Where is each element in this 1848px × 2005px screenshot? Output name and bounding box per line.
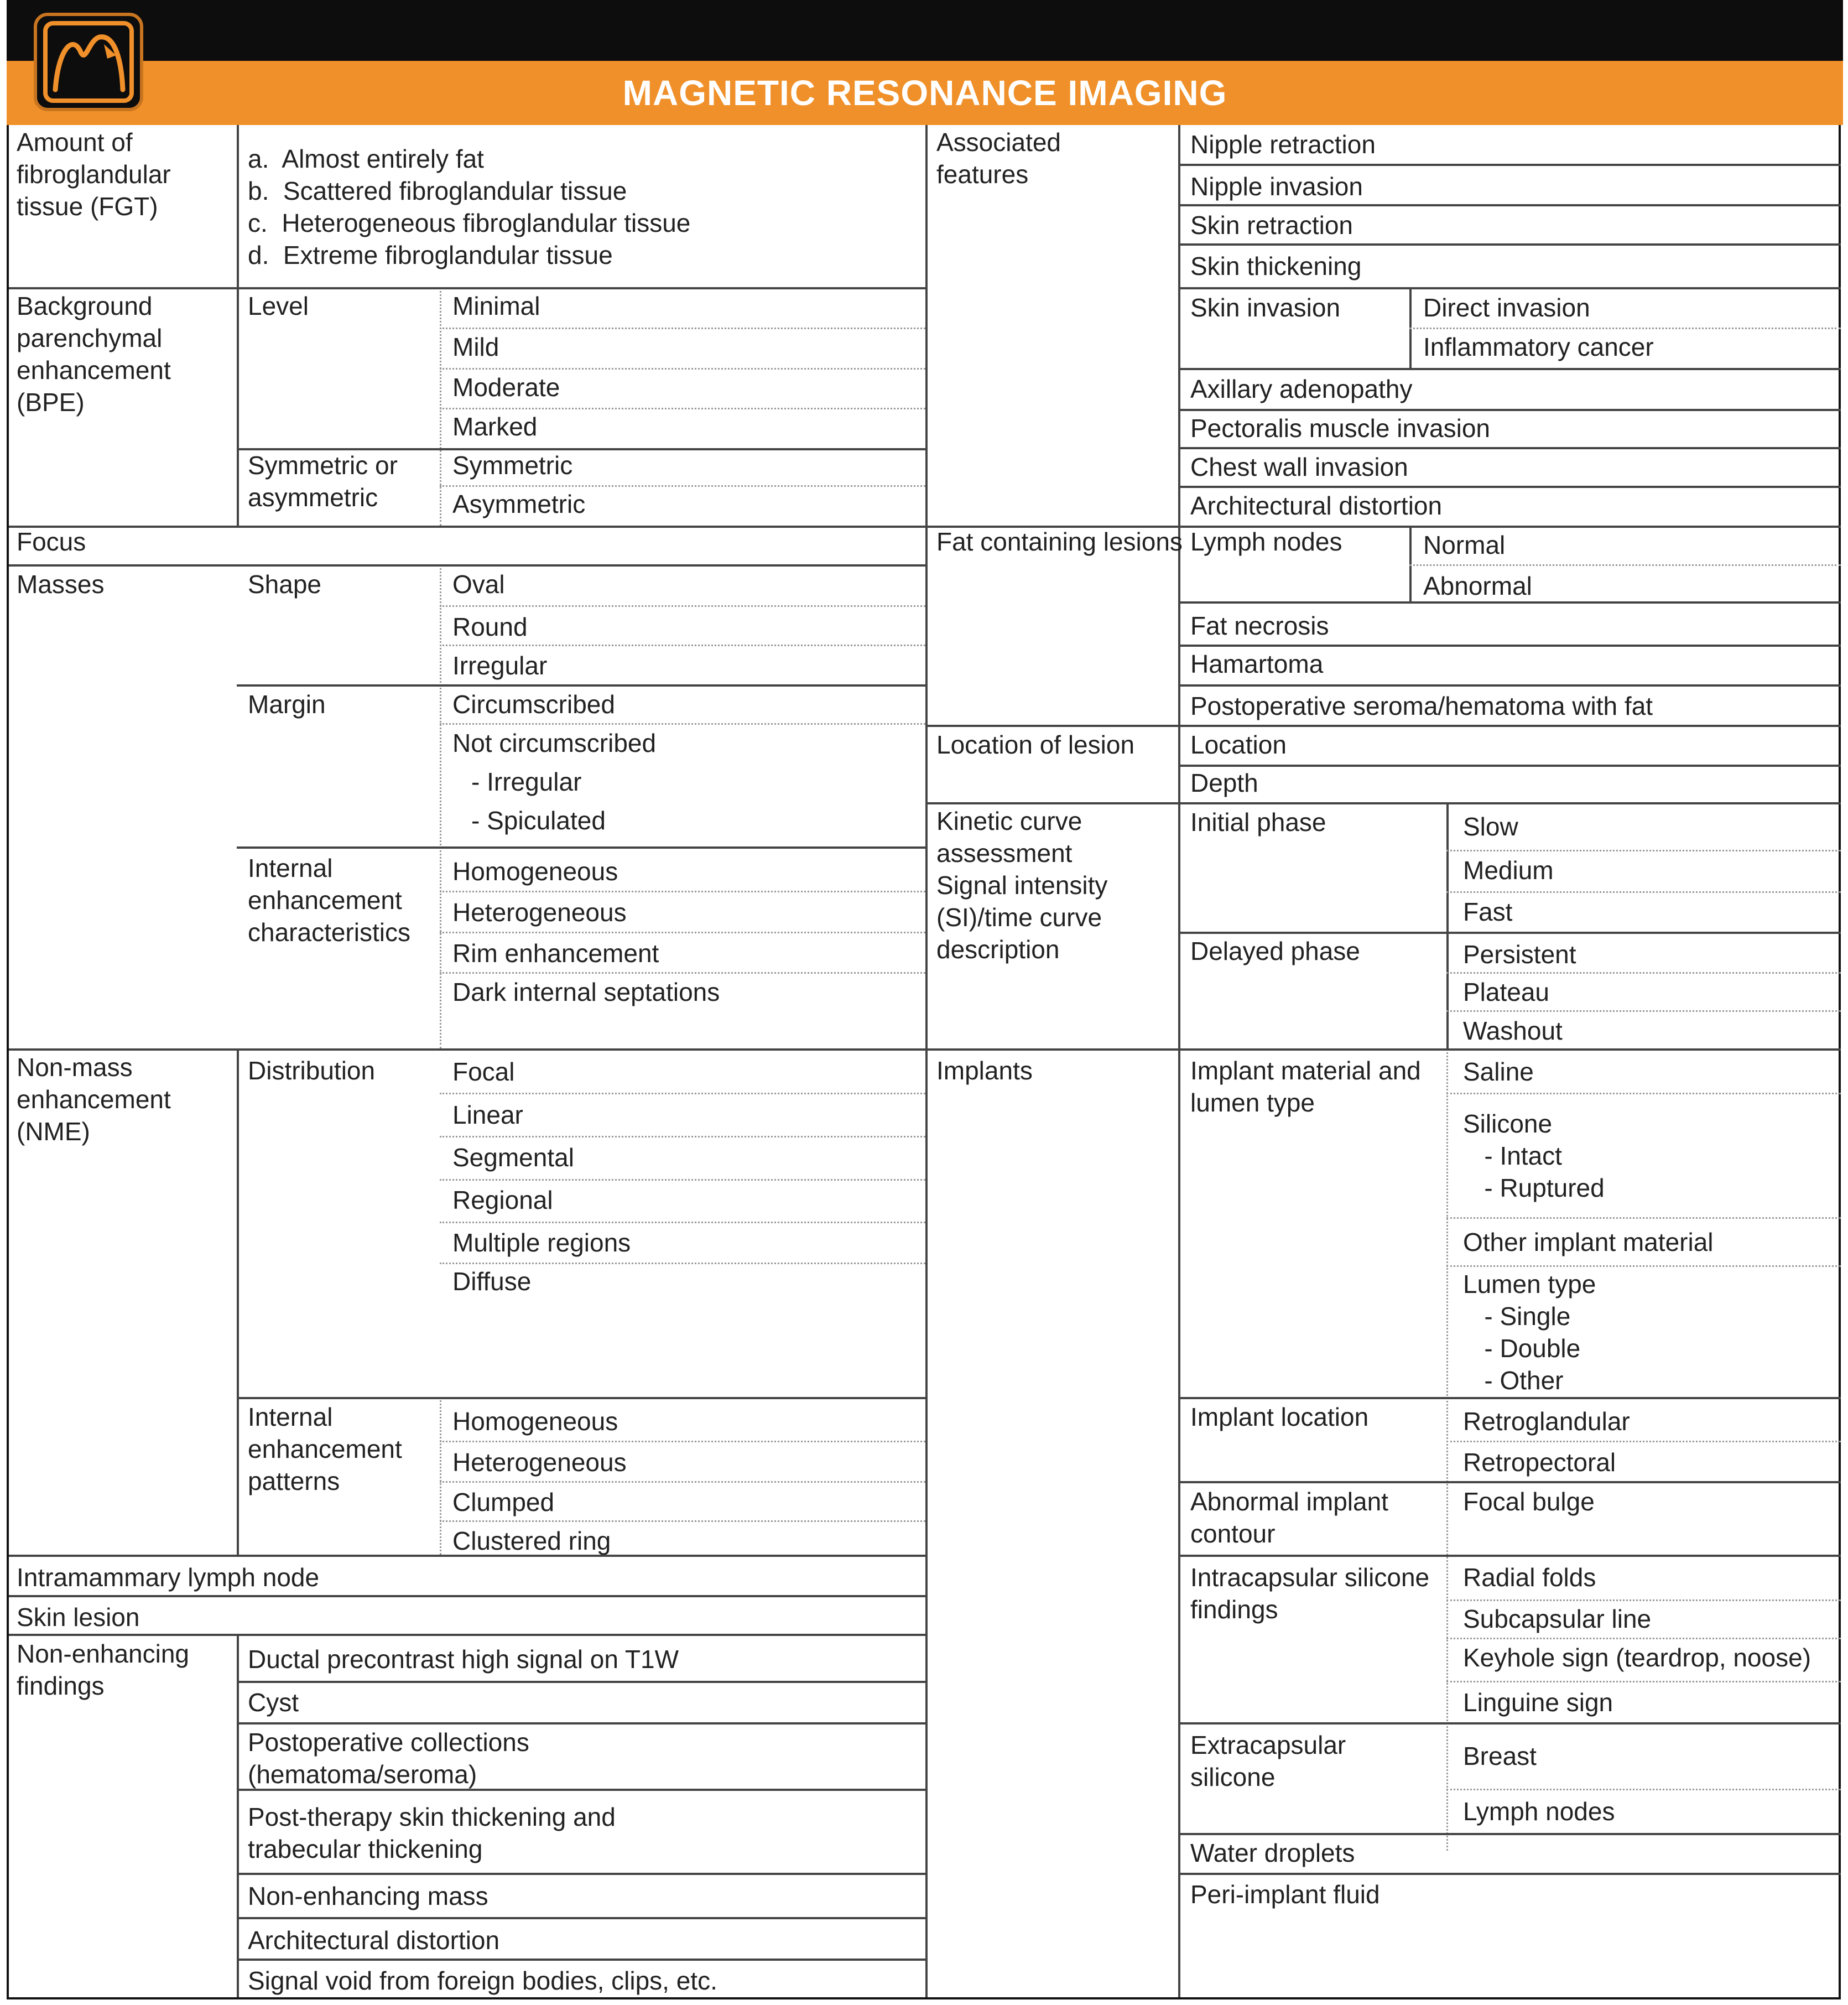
mass-margin-subitem: - Spiculated — [471, 806, 606, 835]
bpe-sym-item: Symmetric — [452, 451, 573, 480]
dotted-rule — [1446, 1441, 1841, 1442]
lymph-node-item: Normal — [1423, 531, 1506, 559]
dotted-rule — [1446, 1010, 1841, 1012]
non-enhancing-label: Non-enhancing findings — [17, 1639, 190, 1700]
intracapsular-finding: Linguine sign — [1463, 1688, 1613, 1717]
dotted-rule — [440, 723, 925, 725]
extracapsular-item: Lymph nodes — [1463, 1797, 1615, 1826]
dotted-rule — [440, 1263, 925, 1264]
row-rule — [9, 1595, 925, 1597]
masses-label: Masses — [17, 570, 105, 599]
nme-label: Non-mass enhancement (NME) — [17, 1053, 171, 1146]
column-rule — [237, 125, 239, 526]
dotted-rule — [1446, 1217, 1841, 1219]
intracapsular-finding: Keyhole sign (teardrop, noose) — [1463, 1643, 1811, 1672]
bpe-level-item: Marked — [452, 412, 538, 441]
associated-feature: Axillary adenopathy — [1190, 375, 1413, 403]
fgt-item: c. Heterogeneous fibroglandular tissue — [248, 209, 691, 237]
non-enhancing-item: Ductal precontrast high signal on T1W — [248, 1645, 679, 1674]
bpe-level-item: Moderate — [452, 373, 560, 402]
dotted-rule — [440, 485, 925, 487]
nme-distribution-item: Regional — [452, 1186, 553, 1214]
mass-iec-label: Internal enhancement characteristics — [248, 854, 410, 947]
bpe-level-item: Minimal — [452, 292, 540, 320]
row-rule — [9, 287, 925, 289]
fgt-item: a. Almost entirely fat — [248, 144, 484, 173]
delayed-phase-item: Plateau — [1463, 978, 1550, 1006]
nme-distribution-item: Diffuse — [452, 1267, 532, 1296]
dotted-rule — [1446, 1599, 1841, 1601]
mass-iec-item: Heterogeneous — [452, 898, 627, 927]
skin-invasion-item: Inflammatory cancer — [1423, 333, 1654, 361]
dotted-rule — [440, 645, 925, 646]
row-rule — [925, 725, 1841, 727]
fat-lesion-item: Fat necrosis — [1190, 611, 1329, 640]
implant-location-item: Retropectoral — [1463, 1448, 1616, 1477]
dotted-rule — [1409, 328, 1841, 329]
implant-location-label: Implant location — [1190, 1403, 1369, 1431]
dotted-rule — [1409, 564, 1841, 566]
dotted-rule — [440, 972, 925, 974]
dotted-rule — [1446, 972, 1841, 974]
mass-shape-item: Round — [452, 612, 528, 641]
non-enhancing-item: Signal void from foreign bodies, clips, etc. — [248, 1966, 717, 1995]
row-rule — [237, 1397, 925, 1399]
peri-implant-fluid: Peri-implant fluid — [1190, 1880, 1380, 1909]
associated-feature: Pectoralis muscle invasion — [1190, 414, 1491, 443]
top-black-bar — [7, 0, 1843, 61]
dotted-rule — [440, 1222, 925, 1223]
associated-feature: Skin thickening — [1190, 252, 1362, 281]
dotted-column-rule — [440, 564, 441, 1048]
associated-features-label: Associated features — [936, 128, 1061, 189]
row-rule — [9, 564, 925, 567]
initial-phase-label: Initial phase — [1190, 808, 1326, 837]
dotted-rule — [440, 328, 925, 329]
column-rule — [1178, 125, 1180, 1997]
dotted-rule — [440, 1520, 925, 1522]
dotted-rule — [440, 1093, 925, 1094]
dotted-rule — [440, 891, 925, 892]
row-rule — [237, 1722, 925, 1724]
nme-distribution-item: Linear — [452, 1100, 523, 1129]
mri-signal-curve-icon — [33, 12, 144, 112]
mass-iec-item: Rim enhancement — [452, 939, 659, 968]
water-droplets: Water droplets — [1190, 1838, 1355, 1867]
initial-phase-item: Slow — [1463, 812, 1518, 841]
row-rule — [9, 1555, 925, 1557]
column-rule — [237, 1048, 239, 1555]
mass-iec-item: Dark internal septations — [452, 978, 720, 1006]
extracapsular-silicone-label: Extracapsular silicone — [1190, 1731, 1346, 1791]
row-rule — [1178, 1481, 1841, 1483]
initial-phase-item: Fast — [1463, 897, 1513, 926]
row-rule — [1178, 447, 1841, 449]
implant-material-label: Implant material and lumen type — [1190, 1056, 1421, 1117]
bpe-sym-label: Symmetric or asymmetric — [248, 451, 398, 512]
dotted-rule — [440, 408, 925, 409]
location-item: Location — [1190, 730, 1287, 759]
row-rule — [1178, 287, 1841, 289]
row-rule — [9, 1634, 925, 1636]
dotted-rule — [440, 1136, 925, 1137]
dotted-rule — [1446, 891, 1841, 893]
implant-location-item: Retroglandular — [1463, 1407, 1630, 1436]
delayed-phase-item: Persistent — [1463, 940, 1576, 969]
row-rule — [1178, 1397, 1841, 1399]
dotted-rule — [1446, 1789, 1841, 1790]
row-rule — [1178, 765, 1841, 767]
nme-distribution-item: Segmental — [452, 1143, 574, 1172]
associated-feature: Chest wall invasion — [1190, 453, 1408, 481]
intracapsular-findings-label: Intracapsular silicone findings — [1190, 1563, 1430, 1624]
implant-lumen-type: Lumen type - Single - Double - Other — [1463, 1270, 1596, 1395]
intracapsular-finding: Radial folds — [1463, 1563, 1596, 1592]
dotted-rule — [1446, 1681, 1841, 1682]
dotted-rule — [440, 368, 925, 370]
mass-shape-item: Irregular — [452, 651, 548, 680]
implant-material-item: Other implant material — [1463, 1228, 1714, 1256]
bpe-label: Background parenchymal enhancement (BPE) — [17, 292, 171, 417]
lymph-nodes-label: Lymph nodes — [1190, 527, 1342, 556]
fat-containing-lesions-label: Fat containing lesions — [936, 527, 1183, 556]
row-rule — [1178, 1555, 1841, 1557]
skin-lesion: Skin lesion — [17, 1603, 140, 1632]
row-rule — [1178, 1833, 1841, 1835]
skin-invasion-label: Skin invasion — [1190, 293, 1341, 322]
implant-material-item: Silicone - Intact - Ruptured — [1463, 1109, 1605, 1202]
dotted-rule — [440, 932, 925, 933]
mass-iec-item: Homogeneous — [452, 857, 618, 886]
page-title: MAGNETIC RESONANCE IMAGING — [622, 73, 1227, 113]
row-rule — [237, 1959, 925, 1961]
row-rule — [1178, 486, 1841, 488]
fgt-item: b. Scattered fibroglandular tissue — [248, 176, 627, 205]
dotted-rule — [1446, 850, 1841, 851]
bpe-level-label: Level — [248, 292, 309, 320]
row-rule — [1178, 204, 1841, 206]
nme-iep-label: Internal enhancement patterns — [248, 1403, 402, 1495]
row-rule — [1178, 243, 1841, 246]
mass-margin-item: Circumscribed — [452, 690, 615, 719]
column-rule — [925, 125, 928, 1997]
skin-invasion-item: Direct invasion — [1423, 293, 1590, 322]
bpe-level-item: Mild — [452, 333, 499, 361]
dotted-rule — [1446, 1638, 1841, 1639]
dotted-rule — [440, 605, 925, 607]
bpe-sym-item: Asymmetric — [452, 490, 586, 518]
row-rule — [237, 684, 925, 687]
non-enhancing-item: Architectural distortion — [248, 1926, 500, 1955]
implants-label: Implants — [936, 1056, 1033, 1085]
initial-phase-item: Medium — [1463, 856, 1554, 885]
nme-iep-item: Clumped — [452, 1488, 555, 1516]
row-rule — [1178, 932, 1841, 934]
lymph-node-item: Abnormal — [1423, 572, 1532, 600]
nme-distribution-item: Multiple regions — [452, 1228, 631, 1257]
nme-distribution-label: Distribution — [248, 1056, 376, 1085]
non-enhancing-item: Post-therapy skin thickening and trabecular thickening — [248, 1803, 616, 1863]
nme-iep-item: Heterogeneous — [452, 1448, 627, 1477]
delayed-phase-label: Delayed phase — [1190, 937, 1360, 965]
abnormal-contour-item: Focal bulge — [1463, 1487, 1595, 1516]
location-of-lesion-label: Location of lesion — [936, 730, 1135, 759]
row-rule — [237, 1917, 925, 1919]
nme-iep-item: Clustered ring — [452, 1526, 611, 1555]
associated-feature: Nipple retraction — [1190, 130, 1376, 159]
column-rule — [237, 1634, 239, 1997]
associated-feature: Skin retraction — [1190, 211, 1354, 240]
row-rule — [1178, 601, 1841, 604]
non-enhancing-item: Cyst — [248, 1688, 299, 1717]
fat-lesion-item: Postoperative seroma/hematoma with fat — [1190, 692, 1653, 720]
fat-lesion-item: Hamartoma — [1190, 650, 1324, 678]
row-rule — [1178, 1873, 1841, 1875]
nme-distribution-item: Focal — [452, 1057, 515, 1086]
dotted-rule — [1446, 1093, 1841, 1094]
row-rule — [1178, 164, 1841, 166]
row-rule — [237, 1873, 925, 1875]
row-rule — [237, 1789, 925, 1791]
dotted-column-rule — [440, 287, 441, 526]
row-rule — [1178, 409, 1841, 411]
focus-label: Focus — [17, 527, 86, 556]
column-rule — [1409, 526, 1412, 601]
dotted-rule — [440, 1179, 925, 1181]
mass-shape-item: Oval — [452, 570, 505, 599]
row-rule — [1178, 684, 1841, 687]
abnormal-contour-label: Abnormal implant contour — [1190, 1487, 1388, 1548]
intramammary-lymph-node: Intramammary lymph node — [17, 1563, 320, 1592]
location-item: Depth — [1190, 768, 1258, 797]
row-rule — [9, 526, 925, 528]
associated-feature: Nipple invasion — [1190, 172, 1363, 201]
dotted-column-rule — [1446, 1048, 1448, 1851]
row-rule — [925, 802, 1841, 804]
mass-margin-label: Margin — [248, 690, 326, 719]
implant-material-item: Saline — [1463, 1057, 1534, 1086]
delayed-phase-item: Washout — [1463, 1016, 1563, 1045]
row-rule — [9, 1048, 925, 1051]
fgt-label: Amount of fibroglandular tissue (FGT) — [17, 128, 171, 221]
non-enhancing-item: Postoperative collections (hematoma/seroma) — [248, 1728, 529, 1789]
fgt-item: d. Extreme fibroglandular tissue — [248, 241, 613, 269]
non-enhancing-item: Non-enhancing mass — [248, 1882, 488, 1910]
intracapsular-finding: Subcapsular line — [1463, 1604, 1652, 1633]
dotted-rule — [1446, 1265, 1841, 1267]
dotted-column-rule — [440, 1397, 441, 1555]
mass-shape-label: Shape — [248, 570, 322, 599]
row-rule — [1178, 645, 1841, 647]
row-rule — [1178, 1722, 1841, 1724]
row-rule — [237, 846, 925, 849]
row-rule — [1178, 368, 1841, 370]
nme-iep-item: Homogeneous — [452, 1407, 618, 1436]
dotted-rule — [440, 1441, 925, 1442]
mass-margin-item: Not circumscribed — [452, 729, 657, 757]
row-rule — [237, 1681, 925, 1683]
extracapsular-item: Breast — [1463, 1742, 1537, 1770]
dotted-rule — [440, 1481, 925, 1483]
row-rule — [925, 1048, 1841, 1051]
associated-feature: Architectural distortion — [1190, 491, 1443, 520]
kinetic-curve-label: Kinetic curve assessment Signal intensity (SI)/time curve description — [936, 807, 1108, 964]
mass-margin-subitem: - Irregular — [471, 767, 582, 796]
